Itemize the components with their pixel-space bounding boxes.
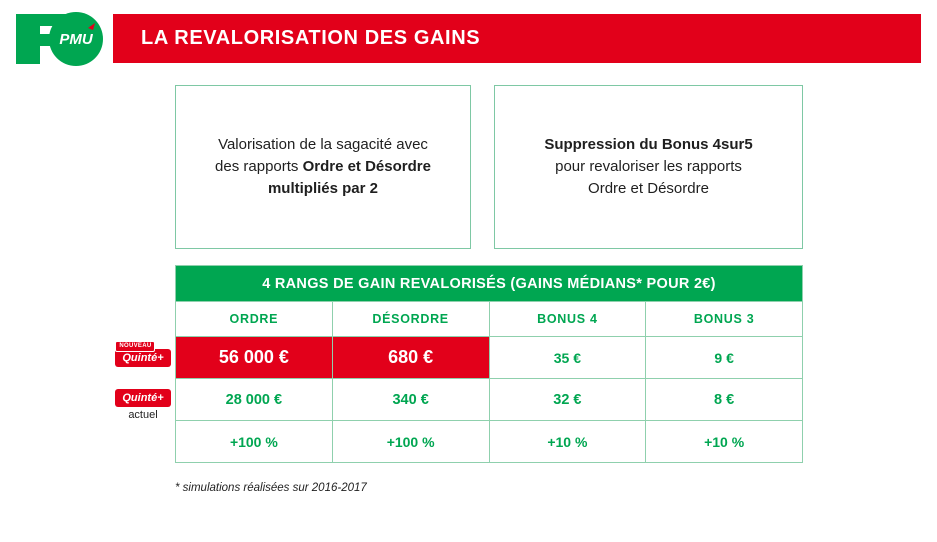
highlight-box-sagacite [175, 85, 471, 249]
column-header-ordre: ORDRE [176, 302, 333, 337]
box2-line3: Ordre et Désordre [588, 179, 709, 197]
box1-line1: Valorisation de la sagacité avec [218, 136, 428, 154]
table-row-actuel [176, 379, 803, 421]
quinte-plus-label-current: Quinté+ [122, 392, 164, 404]
cell-evolution-bonus3: +10 % [646, 421, 803, 463]
quinte-plus-badge-new [115, 343, 170, 367]
cell-actuel-bonus4: 32 € [489, 379, 646, 421]
quinte-plus-badge-current [115, 389, 170, 407]
cell-actuel-desordre: 340 € [332, 379, 489, 421]
cell-evolution-desordre: +100 % [332, 421, 489, 463]
nouveau-tag: NOUVEAU [115, 341, 155, 352]
footnote: * simulations réalisées sur 2016-2017 [175, 482, 367, 494]
gains-table-title: 4 RANGS DE GAIN REVALORISÉS (GAINS MÉDIANS* POUR 2€) [176, 266, 803, 302]
row-badge-actuel [112, 388, 174, 421]
gains-table [175, 265, 803, 463]
page-title: LA REVALORISATION DES GAINS [141, 27, 481, 49]
actuel-label: actuel [128, 409, 158, 422]
box1-line3-bold: multipliés par 2 [267, 179, 379, 197]
cell-actuel-ordre: 28 000 € [176, 379, 333, 421]
cell-evolution-ordre: +100 % [176, 421, 333, 463]
highlight-box-bonus [494, 85, 803, 249]
cell-nouveau-bonus4: 35 € [489, 337, 646, 379]
column-header-desordre: DÉSORDRE [332, 302, 489, 337]
gains-table-wrap [175, 265, 803, 463]
pmu-logo [14, 10, 110, 68]
row-badge-nouveau [112, 343, 174, 367]
quinte-plus-label-new: Quinté+ [122, 352, 164, 364]
table-row-nouveau [176, 337, 803, 379]
gains-table-title-row [176, 266, 803, 302]
column-header-bonus3: BONUS 3 [646, 302, 803, 337]
cell-actuel-bonus3: 8 € [646, 379, 803, 421]
gains-table-header-row [176, 302, 803, 337]
box1-line2-bold: Ordre et Désordre [302, 158, 431, 176]
box2-line1-bold: Suppression du Bonus 4sur5 [544, 136, 753, 154]
column-header-bonus4: BONUS 4 [489, 302, 646, 337]
table-row-evolution [176, 421, 803, 463]
cell-nouveau-desordre: 680 € [332, 337, 489, 379]
box2-line2: pour revaloriser les rapports [555, 158, 742, 176]
page-header [113, 14, 921, 63]
pmu-logo-text: PMU [59, 31, 93, 48]
cell-evolution-bonus4: +10 % [489, 421, 646, 463]
cell-nouveau-bonus3: 9 € [646, 337, 803, 379]
highlight-boxes [175, 85, 803, 251]
cell-nouveau-ordre: 56 000 € [176, 337, 333, 379]
box1-line2-plain: des rapports [215, 158, 303, 176]
